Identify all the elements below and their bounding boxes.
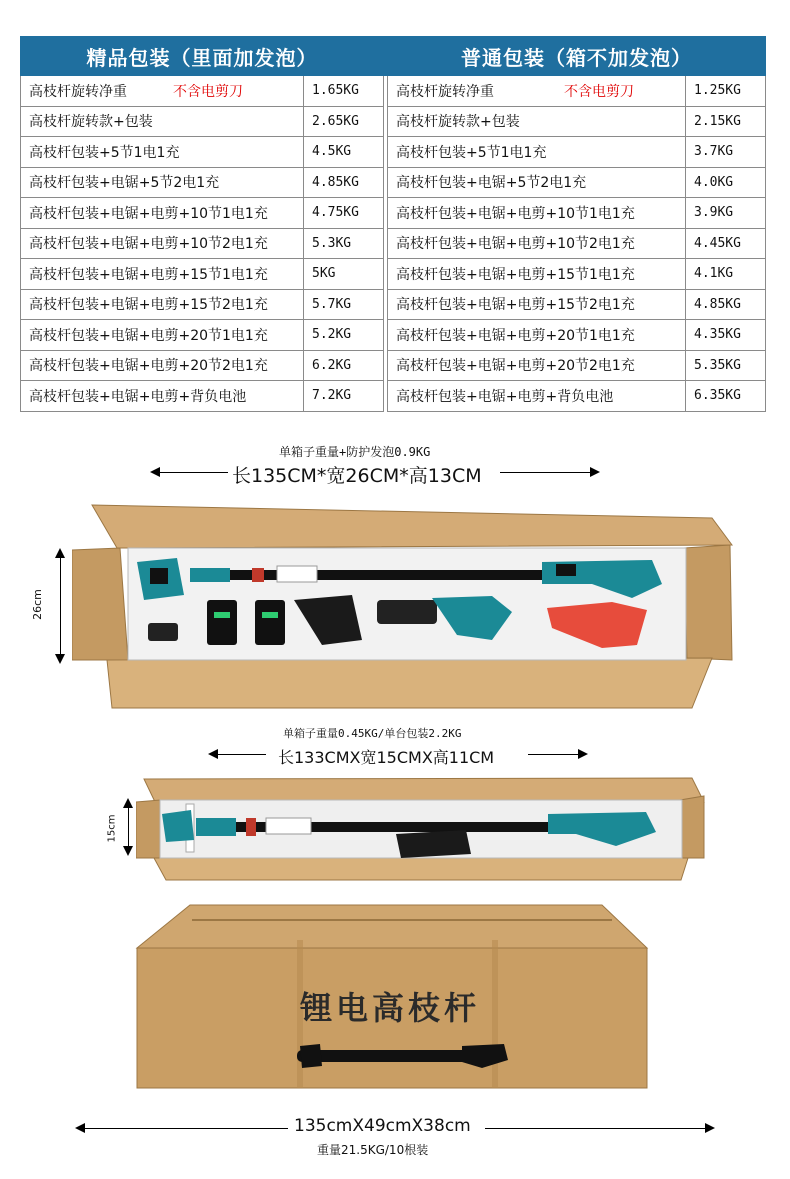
standard-item-note: 不含电剪刀 xyxy=(564,83,634,100)
standard-item-cell xyxy=(388,289,686,320)
premium-item-cell xyxy=(21,350,304,381)
standard-item-label: 高枝杆包装+电锯+电剪+15节2电1充 xyxy=(396,297,635,314)
box2-height-label: 15cm xyxy=(106,814,118,843)
premium-item-label: 高枝杆包装+电锯+电剪+20节2电1充 xyxy=(29,358,268,375)
box2-height-arrow-down-icon xyxy=(123,846,133,856)
standard-item-label: 高枝杆旋转净重 xyxy=(396,83,494,100)
premium-item-cell xyxy=(21,259,304,290)
standard-item-label: 高枝杆包装+电锯+5节2电1充 xyxy=(396,175,587,192)
premium-item-label: 高枝杆旋转净重 xyxy=(29,83,127,100)
premium-weight-cell: 5.3KG xyxy=(304,228,384,259)
premium-weight-cell: 5.7KG xyxy=(304,289,384,320)
standard-weight-cell: 3.7KG xyxy=(686,137,766,168)
premium-item-cell xyxy=(21,106,304,137)
standard-item-label: 高枝杆包装+电锯+电剪+20节1电1充 xyxy=(396,327,635,344)
premium-item-label: 高枝杆包装+电锯+5节2电1充 xyxy=(29,175,220,192)
premium-item-label: 高枝杆包装+5节1电1充 xyxy=(29,144,180,161)
table-row xyxy=(21,76,766,107)
premium-weight-cell: 1.65KG xyxy=(304,76,384,107)
premium-packaging-header: 精品包装（里面加发泡） xyxy=(21,37,384,76)
standard-item-label: 高枝杆旋转款+包装 xyxy=(396,114,520,131)
standard-item-cell xyxy=(388,228,686,259)
box1-height-arrow-down-icon xyxy=(55,654,65,664)
premium-weight-cell: 4.75KG xyxy=(304,198,384,229)
premium-weight-cell: 5KG xyxy=(304,259,384,290)
standard-item-label: 高枝杆包装+电锯+电剪+10节2电1充 xyxy=(396,236,635,253)
box2-dimensions: 长133CMX宽15CMX高11CM xyxy=(278,748,495,767)
standard-item-label: 高枝杆包装+5节1电1充 xyxy=(396,144,547,161)
table-row xyxy=(21,289,766,320)
standard-weight-cell: 4.35KG xyxy=(686,320,766,351)
box2-weight: 单箱子重量0.45KG/单台包装2.2KG xyxy=(283,727,462,740)
packaging-spec-table xyxy=(20,36,766,412)
standard-item-label: 高枝杆包装+电锯+电剪+背负电池 xyxy=(396,388,614,405)
box1-weight: 单箱子重量+防护发泡0.9KG xyxy=(279,445,431,459)
standard-item-cell xyxy=(388,350,686,381)
box1-arrow-right-icon xyxy=(590,467,600,477)
premium-item-label: 高枝杆包装+电锯+电剪+10节2电1充 xyxy=(29,236,268,253)
standard-item-cell xyxy=(388,76,686,107)
table-header-row xyxy=(21,37,766,76)
table-row xyxy=(21,137,766,168)
standard-weight-cell: 3.9KG xyxy=(686,198,766,229)
premium-item-cell xyxy=(21,198,304,229)
table-row xyxy=(21,259,766,290)
premium-item-cell xyxy=(21,289,304,320)
standard-weight-cell: 4.1KG xyxy=(686,259,766,290)
standard-item-cell xyxy=(388,137,686,168)
box1-height-label: 26cm xyxy=(30,589,44,620)
table-row xyxy=(21,106,766,137)
premium-item-label: 高枝杆包装+电锯+电剪+20节1电1充 xyxy=(29,327,268,344)
standard-weight-cell: 6.35KG xyxy=(686,381,766,412)
premium-item-label: 高枝杆旋转款+包装 xyxy=(29,114,153,131)
standard-weight-cell: 1.25KG xyxy=(686,76,766,107)
box3-product-label: 锂电高枝杆 xyxy=(300,989,481,1027)
premium-item-label: 高枝杆包装+电锯+电剪+背负电池 xyxy=(29,388,247,405)
standard-weight-cell: 4.85KG xyxy=(686,289,766,320)
box2-illustration xyxy=(136,774,706,884)
standard-item-cell xyxy=(388,167,686,198)
table-row xyxy=(21,228,766,259)
standard-item-cell xyxy=(388,381,686,412)
box3-arrow-right-icon xyxy=(705,1123,715,1133)
table-row xyxy=(21,167,766,198)
standard-weight-cell: 5.35KG xyxy=(686,350,766,381)
box1-dimensions: 长135CM*宽26CM*高13CM xyxy=(232,465,482,487)
standard-weight-cell: 4.0KG xyxy=(686,167,766,198)
premium-weight-cell: 7.2KG xyxy=(304,381,384,412)
premium-item-label: 高枝杆包装+电锯+电剪+15节1电1充 xyxy=(29,266,268,283)
premium-weight-cell: 6.2KG xyxy=(304,350,384,381)
box1-illustration xyxy=(72,500,737,712)
premium-item-cell xyxy=(21,137,304,168)
premium-item-cell xyxy=(21,228,304,259)
standard-item-label: 高枝杆包装+电锯+电剪+20节2电1充 xyxy=(396,358,635,375)
table-row xyxy=(21,350,766,381)
standard-item-label: 高枝杆包装+电锯+电剪+15节1电1充 xyxy=(396,266,635,283)
standard-item-label: 高枝杆包装+电锯+电剪+10节1电1充 xyxy=(396,205,635,222)
premium-weight-cell: 4.85KG xyxy=(304,167,384,198)
box2-arrow-right-icon xyxy=(578,749,588,759)
standard-weight-cell: 2.15KG xyxy=(686,106,766,137)
premium-item-cell xyxy=(21,381,304,412)
box3-dimensions: 135cmX49cmX38cm xyxy=(294,1116,471,1136)
standard-item-cell xyxy=(388,320,686,351)
premium-item-label: 高枝杆包装+电锯+电剪+15节2电1充 xyxy=(29,297,268,314)
box3-weight: 重量21.5KG/10根装 xyxy=(317,1143,429,1157)
standard-weight-cell: 4.45KG xyxy=(686,228,766,259)
standard-packaging-header: 普通包装（箱不加发泡） xyxy=(388,37,766,76)
table-row xyxy=(21,198,766,229)
premium-weight-cell: 2.65KG xyxy=(304,106,384,137)
premium-weight-cell: 5.2KG xyxy=(304,320,384,351)
standard-item-cell xyxy=(388,106,686,137)
table-row xyxy=(21,381,766,412)
standard-item-cell xyxy=(388,198,686,229)
premium-item-cell xyxy=(21,320,304,351)
premium-item-cell xyxy=(21,167,304,198)
premium-weight-cell: 4.5KG xyxy=(304,137,384,168)
standard-item-cell xyxy=(388,259,686,290)
spec-table-wrap xyxy=(20,36,765,412)
premium-item-note: 不含电剪刀 xyxy=(173,83,243,100)
premium-item-cell xyxy=(21,76,304,107)
table-row xyxy=(21,320,766,351)
premium-item-label: 高枝杆包装+电锯+电剪+10节1电1充 xyxy=(29,205,268,222)
